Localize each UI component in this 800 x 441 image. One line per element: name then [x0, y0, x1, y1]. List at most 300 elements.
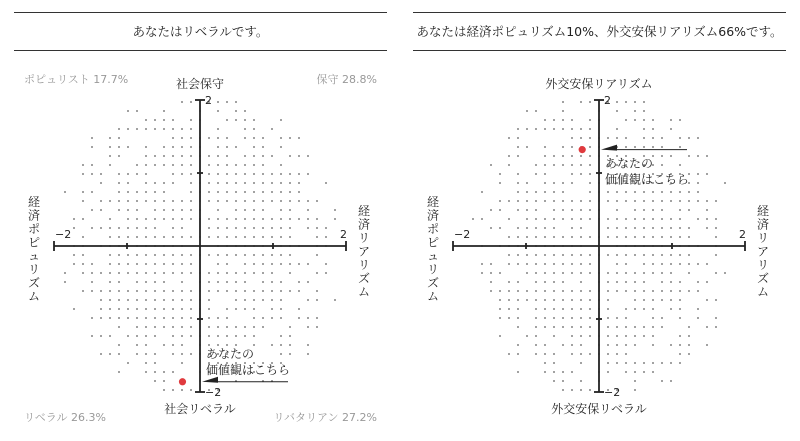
- population-dot: [634, 344, 636, 346]
- population-dot: [145, 236, 147, 238]
- population-dot: [298, 263, 300, 265]
- population-dot: [652, 317, 654, 319]
- y-tick-label-min: −2: [604, 386, 621, 399]
- population-dot: [652, 191, 654, 193]
- population-dot: [643, 191, 645, 193]
- population-dot: [544, 164, 546, 166]
- population-dot: [652, 308, 654, 310]
- population-dot: [316, 272, 318, 274]
- population-dot: [91, 272, 93, 274]
- population-dot: [571, 353, 573, 355]
- population-dot: [253, 182, 255, 184]
- population-dot: [235, 200, 237, 202]
- population-dot: [82, 218, 84, 220]
- population-dot: [91, 227, 93, 229]
- population-dot: [235, 227, 237, 229]
- population-dot: [625, 119, 627, 121]
- population-dot: [262, 290, 264, 292]
- population-dot: [688, 335, 690, 337]
- population-dot: [616, 335, 618, 337]
- population-dot: [271, 290, 273, 292]
- population-dot: [253, 290, 255, 292]
- population-dot: [226, 317, 228, 319]
- population-dot: [688, 344, 690, 346]
- population-dot: [607, 362, 609, 364]
- population-dot: [499, 317, 501, 319]
- population-dot: [580, 209, 582, 211]
- population-dot: [316, 236, 318, 238]
- population-dot: [253, 155, 255, 157]
- population-dot: [271, 254, 273, 256]
- population-dot: [163, 308, 165, 310]
- population-dot: [625, 218, 627, 220]
- population-dot: [589, 389, 591, 391]
- population-dot: [325, 272, 327, 274]
- callout-line1: あなたの: [206, 346, 255, 361]
- population-dot: [307, 299, 309, 301]
- population-dot: [190, 326, 192, 328]
- population-dot: [697, 263, 699, 265]
- population-dot: [706, 173, 708, 175]
- population-dot: [181, 362, 183, 364]
- population-dot: [172, 146, 174, 148]
- population-dot: [535, 299, 537, 301]
- population-dot: [634, 308, 636, 310]
- population-dot: [118, 263, 120, 265]
- population-dot: [670, 191, 672, 193]
- population-dot: [262, 317, 264, 319]
- population-dot: [688, 290, 690, 292]
- population-dot: [190, 335, 192, 337]
- population-dot: [244, 128, 246, 130]
- population-dot: [289, 236, 291, 238]
- population-dot: [64, 281, 66, 283]
- population-dot: [616, 344, 618, 346]
- population-dot: [253, 227, 255, 229]
- population-dot: [208, 326, 210, 328]
- population-dot: [235, 236, 237, 238]
- population-dot: [616, 128, 618, 130]
- population-dot: [154, 326, 156, 328]
- population-dot: [244, 191, 246, 193]
- population-dot: [508, 254, 510, 256]
- population-dot: [643, 335, 645, 337]
- population-dot: [589, 272, 591, 274]
- population-dot: [235, 182, 237, 184]
- population-dot: [109, 335, 111, 337]
- population-dot: [226, 155, 228, 157]
- population-dot: [136, 299, 138, 301]
- population-dot: [154, 299, 156, 301]
- population-dot: [226, 173, 228, 175]
- population-dot: [163, 164, 165, 166]
- population-dot: [262, 137, 264, 139]
- population-dot: [145, 281, 147, 283]
- population-dot: [688, 236, 690, 238]
- population-dot: [544, 191, 546, 193]
- population-dot: [517, 326, 519, 328]
- population-dot: [280, 173, 282, 175]
- population-dot: [652, 119, 654, 121]
- population-dot: [334, 209, 336, 211]
- population-dot: [163, 209, 165, 211]
- population-dot: [589, 218, 591, 220]
- population-dot: [109, 236, 111, 238]
- population-dot: [73, 308, 75, 310]
- population-dot: [580, 164, 582, 166]
- population-dot: [226, 119, 228, 121]
- population-dot: [679, 146, 681, 148]
- population-dot: [226, 227, 228, 229]
- population-dot: [190, 272, 192, 274]
- population-dot: [679, 335, 681, 337]
- population-dot: [544, 119, 546, 121]
- population-dot: [217, 227, 219, 229]
- population-dot: [217, 263, 219, 265]
- population-dot: [625, 326, 627, 328]
- population-dot: [625, 290, 627, 292]
- population-dot: [490, 227, 492, 229]
- population-dot: [316, 299, 318, 301]
- axis-title-left-char: 経: [27, 195, 41, 209]
- population-dot: [526, 272, 528, 274]
- population-dot: [643, 308, 645, 310]
- population-dot: [481, 263, 483, 265]
- population-dot: [589, 200, 591, 202]
- population-dot: [553, 191, 555, 193]
- population-dot: [643, 209, 645, 211]
- population-dot: [679, 299, 681, 301]
- population-dot: [127, 128, 129, 130]
- population-dot: [289, 290, 291, 292]
- population-dot: [517, 191, 519, 193]
- population-dot: [190, 155, 192, 157]
- population-dot: [616, 317, 618, 319]
- population-dot: [508, 353, 510, 355]
- population-dot: [262, 227, 264, 229]
- population-dot: [190, 128, 192, 130]
- population-dot: [154, 218, 156, 220]
- population-dot: [679, 164, 681, 166]
- population-dot: [607, 137, 609, 139]
- population-dot: [526, 335, 528, 337]
- population-dot: [553, 326, 555, 328]
- population-dot: [526, 218, 528, 220]
- population-dot: [172, 254, 174, 256]
- population-dot: [634, 389, 636, 391]
- population-dot: [499, 209, 501, 211]
- population-dot: [589, 326, 591, 328]
- population-dot: [589, 290, 591, 292]
- population-dot: [715, 326, 717, 328]
- population-dot: [580, 326, 582, 328]
- scatter-chart-left: [14, 0, 387, 441]
- population-dot: [670, 128, 672, 130]
- population-dot: [499, 173, 501, 175]
- population-dot: [100, 227, 102, 229]
- population-dot: [145, 308, 147, 310]
- population-dot: [127, 272, 129, 274]
- population-dot: [73, 254, 75, 256]
- population-dot: [571, 344, 573, 346]
- corner-label-liberal: リベラル 26.3%: [24, 411, 106, 424]
- population-dot: [118, 326, 120, 328]
- population-dot: [109, 281, 111, 283]
- population-dot: [517, 182, 519, 184]
- population-dot: [181, 200, 183, 202]
- population-dot: [316, 317, 318, 319]
- callout-line1: あなたの: [605, 156, 654, 171]
- population-dot: [226, 344, 228, 346]
- population-dot: [697, 200, 699, 202]
- population-dot: [634, 380, 636, 382]
- population-dot: [325, 182, 327, 184]
- population-dot: [127, 317, 129, 319]
- population-dot: [643, 326, 645, 328]
- population-dot: [289, 335, 291, 337]
- population-dot: [181, 272, 183, 274]
- population-dot: [244, 182, 246, 184]
- population-dot: [571, 209, 573, 211]
- population-dot: [553, 209, 555, 211]
- axis-title-bottom: 外交安保リベラル: [551, 402, 647, 416]
- population-dot: [235, 299, 237, 301]
- population-dot: [190, 209, 192, 211]
- population-dot: [145, 155, 147, 157]
- population-dot: [643, 281, 645, 283]
- axis-title-left-char: 済: [426, 208, 440, 223]
- population-dot: [652, 128, 654, 130]
- population-dot: [517, 254, 519, 256]
- axis-title-right-char: ア: [756, 244, 770, 259]
- population-dot: [580, 317, 582, 319]
- population-dot: [616, 227, 618, 229]
- population-dot: [253, 209, 255, 211]
- population-dot: [544, 146, 546, 148]
- population-dot: [172, 272, 174, 274]
- population-dot: [580, 218, 582, 220]
- population-dot: [280, 146, 282, 148]
- population-dot: [553, 371, 555, 373]
- population-dot: [253, 146, 255, 148]
- population-dot: [499, 290, 501, 292]
- population-dot: [235, 101, 237, 103]
- population-dot: [535, 236, 537, 238]
- population-dot: [607, 227, 609, 229]
- population-dot: [661, 191, 663, 193]
- population-dot: [706, 263, 708, 265]
- population-dot: [217, 335, 219, 337]
- axis-title-left-char: 経: [426, 195, 440, 209]
- population-dot: [163, 380, 165, 382]
- population-dot: [154, 353, 156, 355]
- population-dot: [499, 299, 501, 301]
- population-dot: [91, 209, 93, 211]
- population-dot: [154, 236, 156, 238]
- population-dot: [289, 254, 291, 256]
- population-dot: [280, 227, 282, 229]
- population-dot: [217, 155, 219, 157]
- axis-title-right-char: 経: [756, 204, 770, 218]
- x-tick-label-max: 2: [739, 228, 746, 241]
- population-dot: [607, 191, 609, 193]
- population-dot: [100, 308, 102, 310]
- population-dot: [136, 353, 138, 355]
- population-dot: [235, 119, 237, 121]
- population-dot: [208, 182, 210, 184]
- population-dot: [589, 137, 591, 139]
- callout-pointer: [601, 145, 617, 151]
- population-dot: [625, 227, 627, 229]
- population-dot: [91, 281, 93, 283]
- population-dot: [670, 362, 672, 364]
- population-dot: [181, 317, 183, 319]
- x-tick-label-min: −2: [454, 228, 471, 241]
- population-dot: [562, 281, 564, 283]
- population-dot: [145, 326, 147, 328]
- population-dot: [571, 299, 573, 301]
- population-dot: [226, 335, 228, 337]
- population-dot: [262, 218, 264, 220]
- population-dot: [580, 362, 582, 364]
- population-dot: [508, 236, 510, 238]
- population-dot: [697, 308, 699, 310]
- population-dot: [643, 263, 645, 265]
- population-dot: [535, 218, 537, 220]
- population-dot: [217, 290, 219, 292]
- population-dot: [625, 272, 627, 274]
- population-dot: [508, 263, 510, 265]
- population-dot: [670, 272, 672, 274]
- population-dot: [526, 236, 528, 238]
- population-dot: [499, 200, 501, 202]
- population-dot: [181, 137, 183, 139]
- population-dot: [643, 254, 645, 256]
- population-dot: [235, 344, 237, 346]
- population-dot: [244, 155, 246, 157]
- axis-title-right-char: ズ: [357, 271, 371, 286]
- population-dot: [298, 173, 300, 175]
- population-dot: [100, 173, 102, 175]
- population-dot: [145, 128, 147, 130]
- population-dot: [307, 281, 309, 283]
- population-dot: [634, 218, 636, 220]
- population-dot: [163, 254, 165, 256]
- population-dot: [535, 353, 537, 355]
- population-dot: [172, 200, 174, 202]
- population-dot: [562, 308, 564, 310]
- axis-title-left-char: リ: [426, 262, 440, 277]
- population-dot: [688, 155, 690, 157]
- population-dot: [580, 155, 582, 157]
- population-dot: [181, 227, 183, 229]
- population-dot: [553, 164, 555, 166]
- axis-title-left: [427, 195, 439, 304]
- population-dot: [652, 209, 654, 211]
- population-dot: [280, 317, 282, 319]
- population-dot: [670, 200, 672, 202]
- population-dot: [172, 119, 174, 121]
- population-dot: [253, 308, 255, 310]
- population-dot: [244, 209, 246, 211]
- population-dot: [562, 200, 564, 202]
- population-dot: [262, 326, 264, 328]
- population-dot: [145, 272, 147, 274]
- population-dot: [616, 209, 618, 211]
- population-dot: [670, 380, 672, 382]
- population-dot: [181, 101, 183, 103]
- population-dot: [298, 191, 300, 193]
- population-dot: [73, 263, 75, 265]
- population-dot: [271, 281, 273, 283]
- population-dot: [109, 290, 111, 292]
- population-dot: [481, 218, 483, 220]
- population-dot: [553, 254, 555, 256]
- population-dot: [652, 218, 654, 220]
- population-dot: [571, 290, 573, 292]
- population-dot: [109, 299, 111, 301]
- population-dot: [544, 182, 546, 184]
- population-dot: [715, 218, 717, 220]
- population-dot: [253, 335, 255, 337]
- population-dot: [625, 335, 627, 337]
- population-dot: [607, 281, 609, 283]
- population-dot: [544, 155, 546, 157]
- population-dot: [544, 263, 546, 265]
- population-dot: [181, 290, 183, 292]
- population-dot: [190, 317, 192, 319]
- population-dot: [688, 209, 690, 211]
- x-tick-label-min: −2: [55, 228, 72, 241]
- population-dot: [316, 227, 318, 229]
- population-dot: [100, 182, 102, 184]
- population-dot: [535, 200, 537, 202]
- population-dot: [307, 353, 309, 355]
- population-dot: [643, 218, 645, 220]
- callout-line2: 価値観はこちら: [605, 172, 690, 187]
- population-dot: [607, 236, 609, 238]
- population-dot: [172, 299, 174, 301]
- population-dot: [289, 344, 291, 346]
- population-dot: [562, 146, 564, 148]
- population-dot: [517, 155, 519, 157]
- population-dot: [100, 209, 102, 211]
- population-dot: [544, 173, 546, 175]
- population-dot: [517, 344, 519, 346]
- population-dot: [661, 227, 663, 229]
- population-dot: [181, 236, 183, 238]
- population-dot: [625, 317, 627, 319]
- population-dot: [64, 272, 66, 274]
- population-dot: [217, 137, 219, 139]
- population-dot: [109, 272, 111, 274]
- population-dot: [670, 299, 672, 301]
- population-dot: [589, 182, 591, 184]
- population-dot: [136, 254, 138, 256]
- population-dot: [91, 164, 93, 166]
- population-dot: [172, 182, 174, 184]
- population-dot: [118, 200, 120, 202]
- population-dot: [208, 335, 210, 337]
- population-dot: [517, 209, 519, 211]
- population-dot: [208, 308, 210, 310]
- population-dot: [607, 371, 609, 373]
- population-dot: [145, 200, 147, 202]
- population-dot: [109, 353, 111, 355]
- population-dot: [643, 200, 645, 202]
- population-dot: [562, 272, 564, 274]
- population-dot: [136, 290, 138, 292]
